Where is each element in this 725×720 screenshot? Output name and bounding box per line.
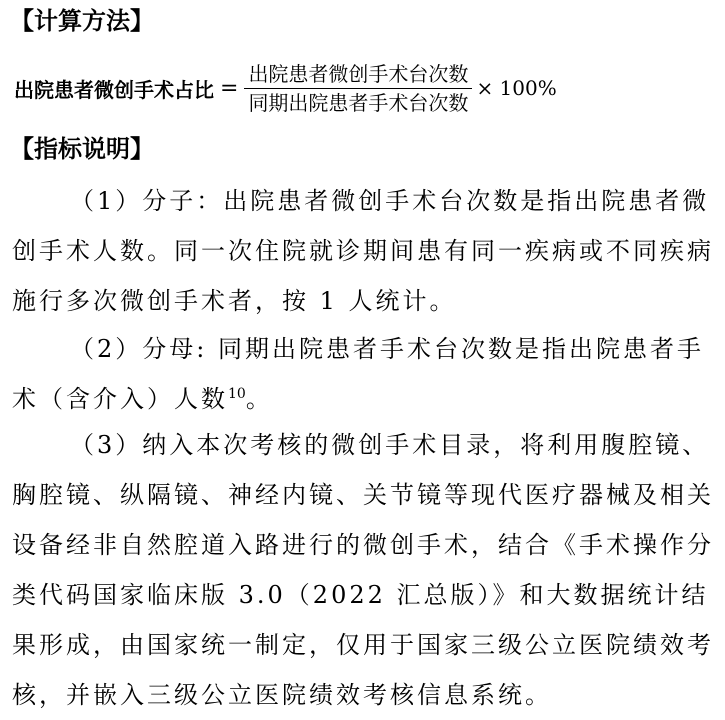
paragraph-denominator-end: 。 <box>245 385 273 413</box>
formula-fraction <box>244 60 472 117</box>
paragraph-denominator-text: （2）分母: 同期出院患者手术台次数是指出院患者手术（含介入）人数 <box>12 335 704 413</box>
formula-numerator: 出院患者微创手术台次数 <box>248 61 469 86</box>
indicator-desc-heading: 【指标说明】 <box>10 135 154 163</box>
paragraph-numerator: （1）分子：出院患者微创手术台次数是指出院患者微创手术人数。同一次住院就诊期间患有同一疾病或不同疾病施行多次微创手术者，按 1 人统计。 <box>12 187 714 315</box>
formula-denominator: 同期出院患者手术台次数 <box>248 90 469 115</box>
formula <box>14 56 557 120</box>
formula-lhs: 出院患者微创手术占比 <box>14 77 214 102</box>
footnote-ref: 10 <box>228 386 246 402</box>
calc-method-heading: 【计算方法】 <box>10 7 154 35</box>
formula-equals: = <box>220 75 239 101</box>
formula-multiplier: × 100% <box>476 76 557 100</box>
paragraph-scope: （3）纳入本次考核的微创手术目录，将利用腹腔镜、胸腔镜、纵隔镜、神经内镜、关节镜等现代医疗器械及相关设备经非自然腔道入路进行的微创手术，结合《手术操作分类代码国家临床版 3.0（2022 汇总版）》和大数据统计结果形成，由国家统一制定，仅用于国家三级公立医院绩效考核，并嵌入三级公立医院绩效考核信息系统。 <box>12 431 714 709</box>
paragraph-denominator <box>12 324 722 424</box>
